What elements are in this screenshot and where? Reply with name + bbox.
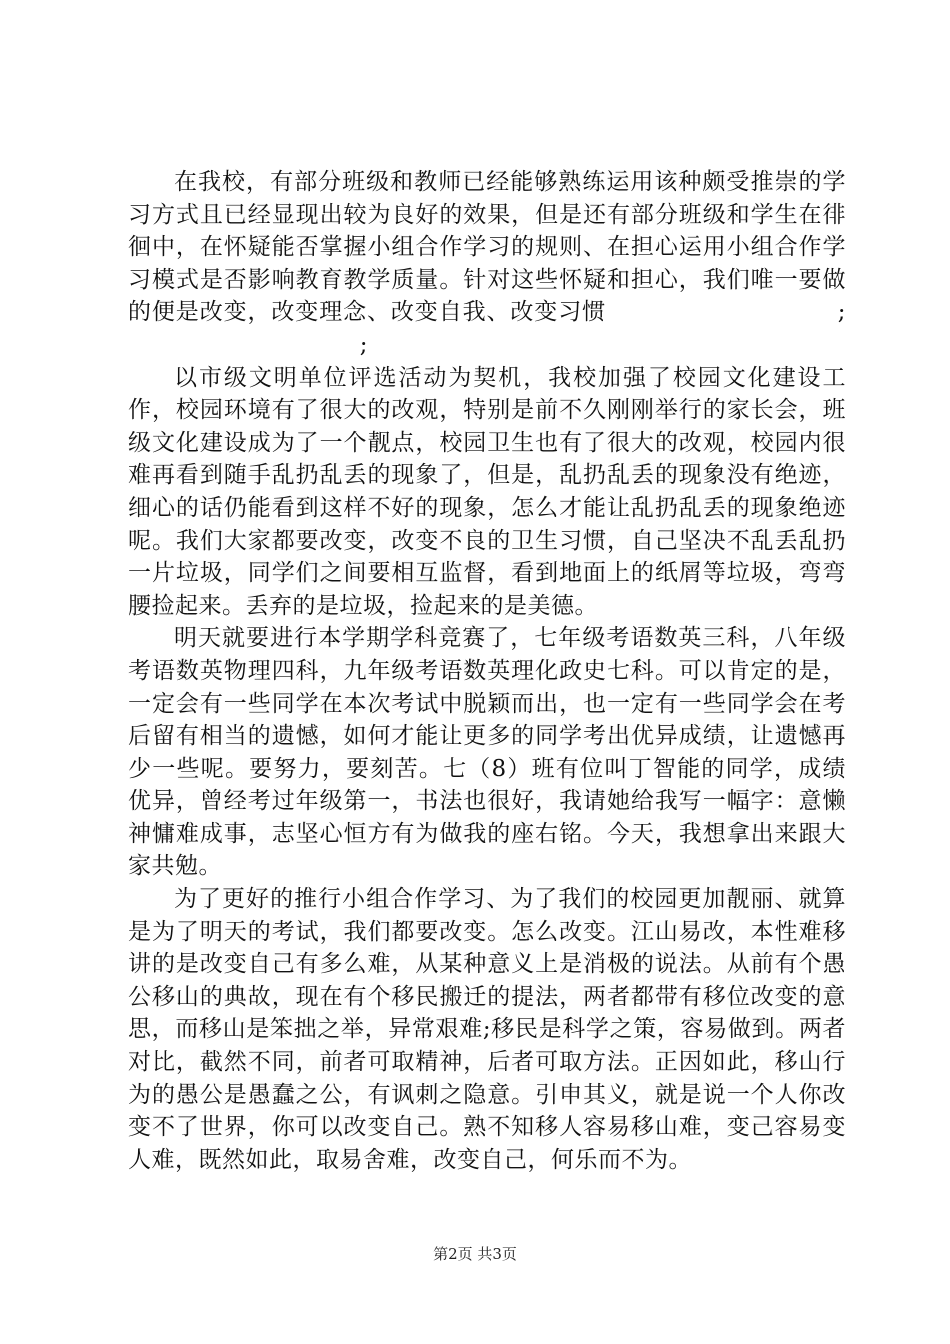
- page-number-footer: 第2页 共3页: [433, 1245, 517, 1263]
- paragraph-2: 以市级文明单位评选活动为契机，我校加强了校园文化建设工作，校园环境有了很大的改观，特别是前不久刚刚举行的家长会，班级文化建设成为了一个靓点，校园卫生也有了很大的改观，校园内很难再看到随手乱扔乱丢的现象了，但是，乱扔乱丢的现象没有绝迹，细心的话仍能看到这样不好的现象，怎么才能让乱扔乱丢的现象绝迹呢。我们大家都要改变，改变不良的卫生习惯，自己坚决不乱丢乱扔一片垃圾，同学们之间要相互监督，看到地面上的纸屑等垃圾，弯弯腰捡起来。丢弃的是垃圾，捡起来的是美德。: [128, 364, 846, 619]
- paragraph-4: 为了更好的推行小组合作学习、为了我们的校园更加靓丽、就算是为了明天的考试，我们都要改变。怎么改变。江山易改，本性难移讲的是改变自己有多么难，从某种意义上是消极的说法。从前有个愚公移山的典故，现在有个移民搬迁的提法，两者都带有移位改变的意思，而移山是笨拙之举，异常艰难;移民是科学之策，容易做到。两者对比，截然不同，前者可取精神，后者可取方法。正因如此，移山行为的愚公是愚蠢之公，有讽刺之隐意。引申其义，就是说一个人你改变不了世界，你可以改变自己。熟不知移人容易移山难，变己容易变人难，既然如此，取易舍难，改变自己，何乐而不为。: [128, 886, 846, 1173]
- paragraph-3: 明天就要进行本学期学科竞赛了，七年级考语数英三科，八年级考语数英物理四科，九年级考语数英理化政史七科。可以肯定的是，一定会有一些同学在本次考试中脱颖而出，也一定有一些同学会在考后留有相当的遗憾，如何才能让更多的同学考出优异成绩，让遗憾再少一些呢。要努力，要刻苦。七（8）班有位叫丁智能的同学，成绩优异，曾经考过年级第一，书法也很好，我请她给我写一幅字：意懒神慵难成事，志坚心恒方有为做我的座右铭。今天，我想拿出来跟大家共勉。: [128, 625, 846, 880]
- semicolon-mark: ;: [359, 331, 368, 358]
- paragraph-1: 在我校，有部分班级和教师已经能够熟练运用该种颇受推崇的学习方式且已经显现出较为良好的效果，但是还有部分班级和学生在徘徊中，在怀疑能否掌握小组合作学习的规则、在担心运用小组合作学习模式是否影响教育教学质量。针对这些怀疑和担心，我们唯一要做的便是改变，改变理念、改变自我、改变习惯 ;;: [128, 166, 846, 362]
- document-body: [128, 166, 846, 1176]
- semicolon-mark: ;: [837, 299, 846, 326]
